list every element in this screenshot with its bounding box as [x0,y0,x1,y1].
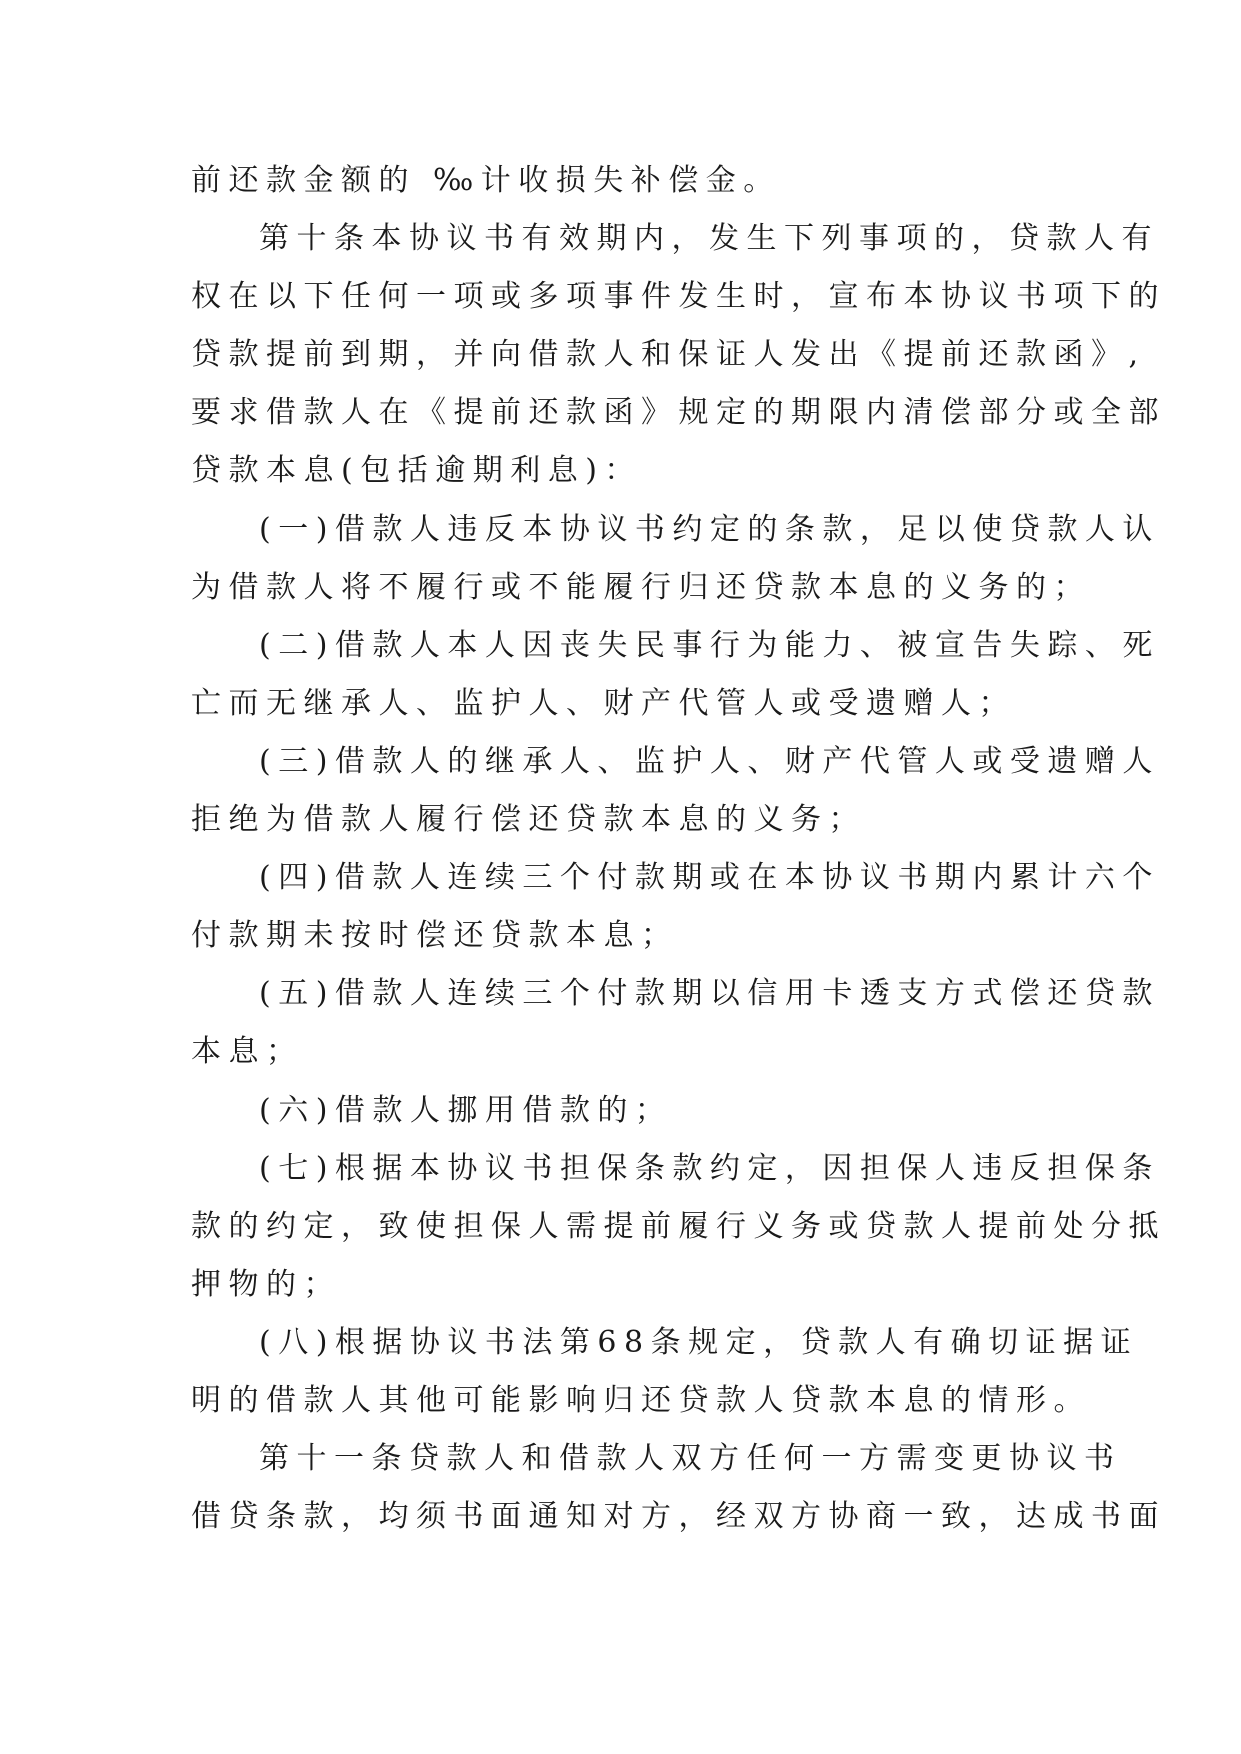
text-line: 亡而无继承人、监护人、财产代管人或受遗赠人； [191,685,1016,721]
clause-4: (四)借款人连续三个付款期或在本协议书期内累计六个 [259,860,1160,896]
clause-2: (二)借款人本人因丧失民事行为能力、被宣告失踪、死 [259,627,1160,663]
clause-8: (八)根据协议书法第68条规定，贷款人有确切证据证 [259,1324,1139,1360]
clause-6: (六)借款人挪用借款的； [259,1092,673,1128]
text-line: 为借款人将不履行或不能履行归还贷款本息的义务的； [191,569,1091,605]
clause-5: (五)借款人连续三个付款期以信用卡透支方式偿还贷款 [259,976,1160,1012]
text-line: 前还款金额的 ‰计收损失补偿金。 [191,163,781,198]
text-line: 贷款提前到期，并向借款人和保证人发出《提前还款函》, [191,337,1146,373]
text-line: 明的借款人其他可能影响归还贷款人贷款本息的情形。 [191,1382,1091,1418]
document-body [191,152,1166,1546]
article-10-heading: 第十条本协议书有效期内，发生下列事项的，贷款人有 [259,221,1159,257]
text-line: 权在以下任何一项或多项事件发生时，宣布本协议书项下的 [191,279,1166,315]
text-line: 要求借款人在《提前还款函》规定的期限内清偿部分或全部 [191,395,1166,431]
article-11-heading: 第十一条贷款人和借款人双方任何一方需变更协议书 [259,1441,1122,1477]
clause-3: (三)借款人的继承人、监护人、财产代管人或受遗赠人 [259,743,1160,779]
clause-1: (一)借款人违反本协议书约定的条款，足以使贷款人认 [259,511,1160,547]
text-line: 本息； [191,1034,304,1070]
clause-7: (七)根据本协议书担保条款约定，因担保人违反担保条 [259,1150,1160,1186]
text-line: 贷款本息(包括逾期利息)： [191,453,642,489]
text-line: 借贷条款，均须书面通知对方，经双方协商一致，达成书面 [191,1499,1166,1535]
text-line: 拒绝为借款人履行偿还贷款本息的义务； [191,802,866,838]
text-line: 付款期未按时偿还贷款本息； [191,918,679,954]
text-line: 款的约定，致使担保人需提前履行义务或贷款人提前处分抵 [191,1208,1166,1244]
text-line: 押物的； [191,1266,341,1302]
